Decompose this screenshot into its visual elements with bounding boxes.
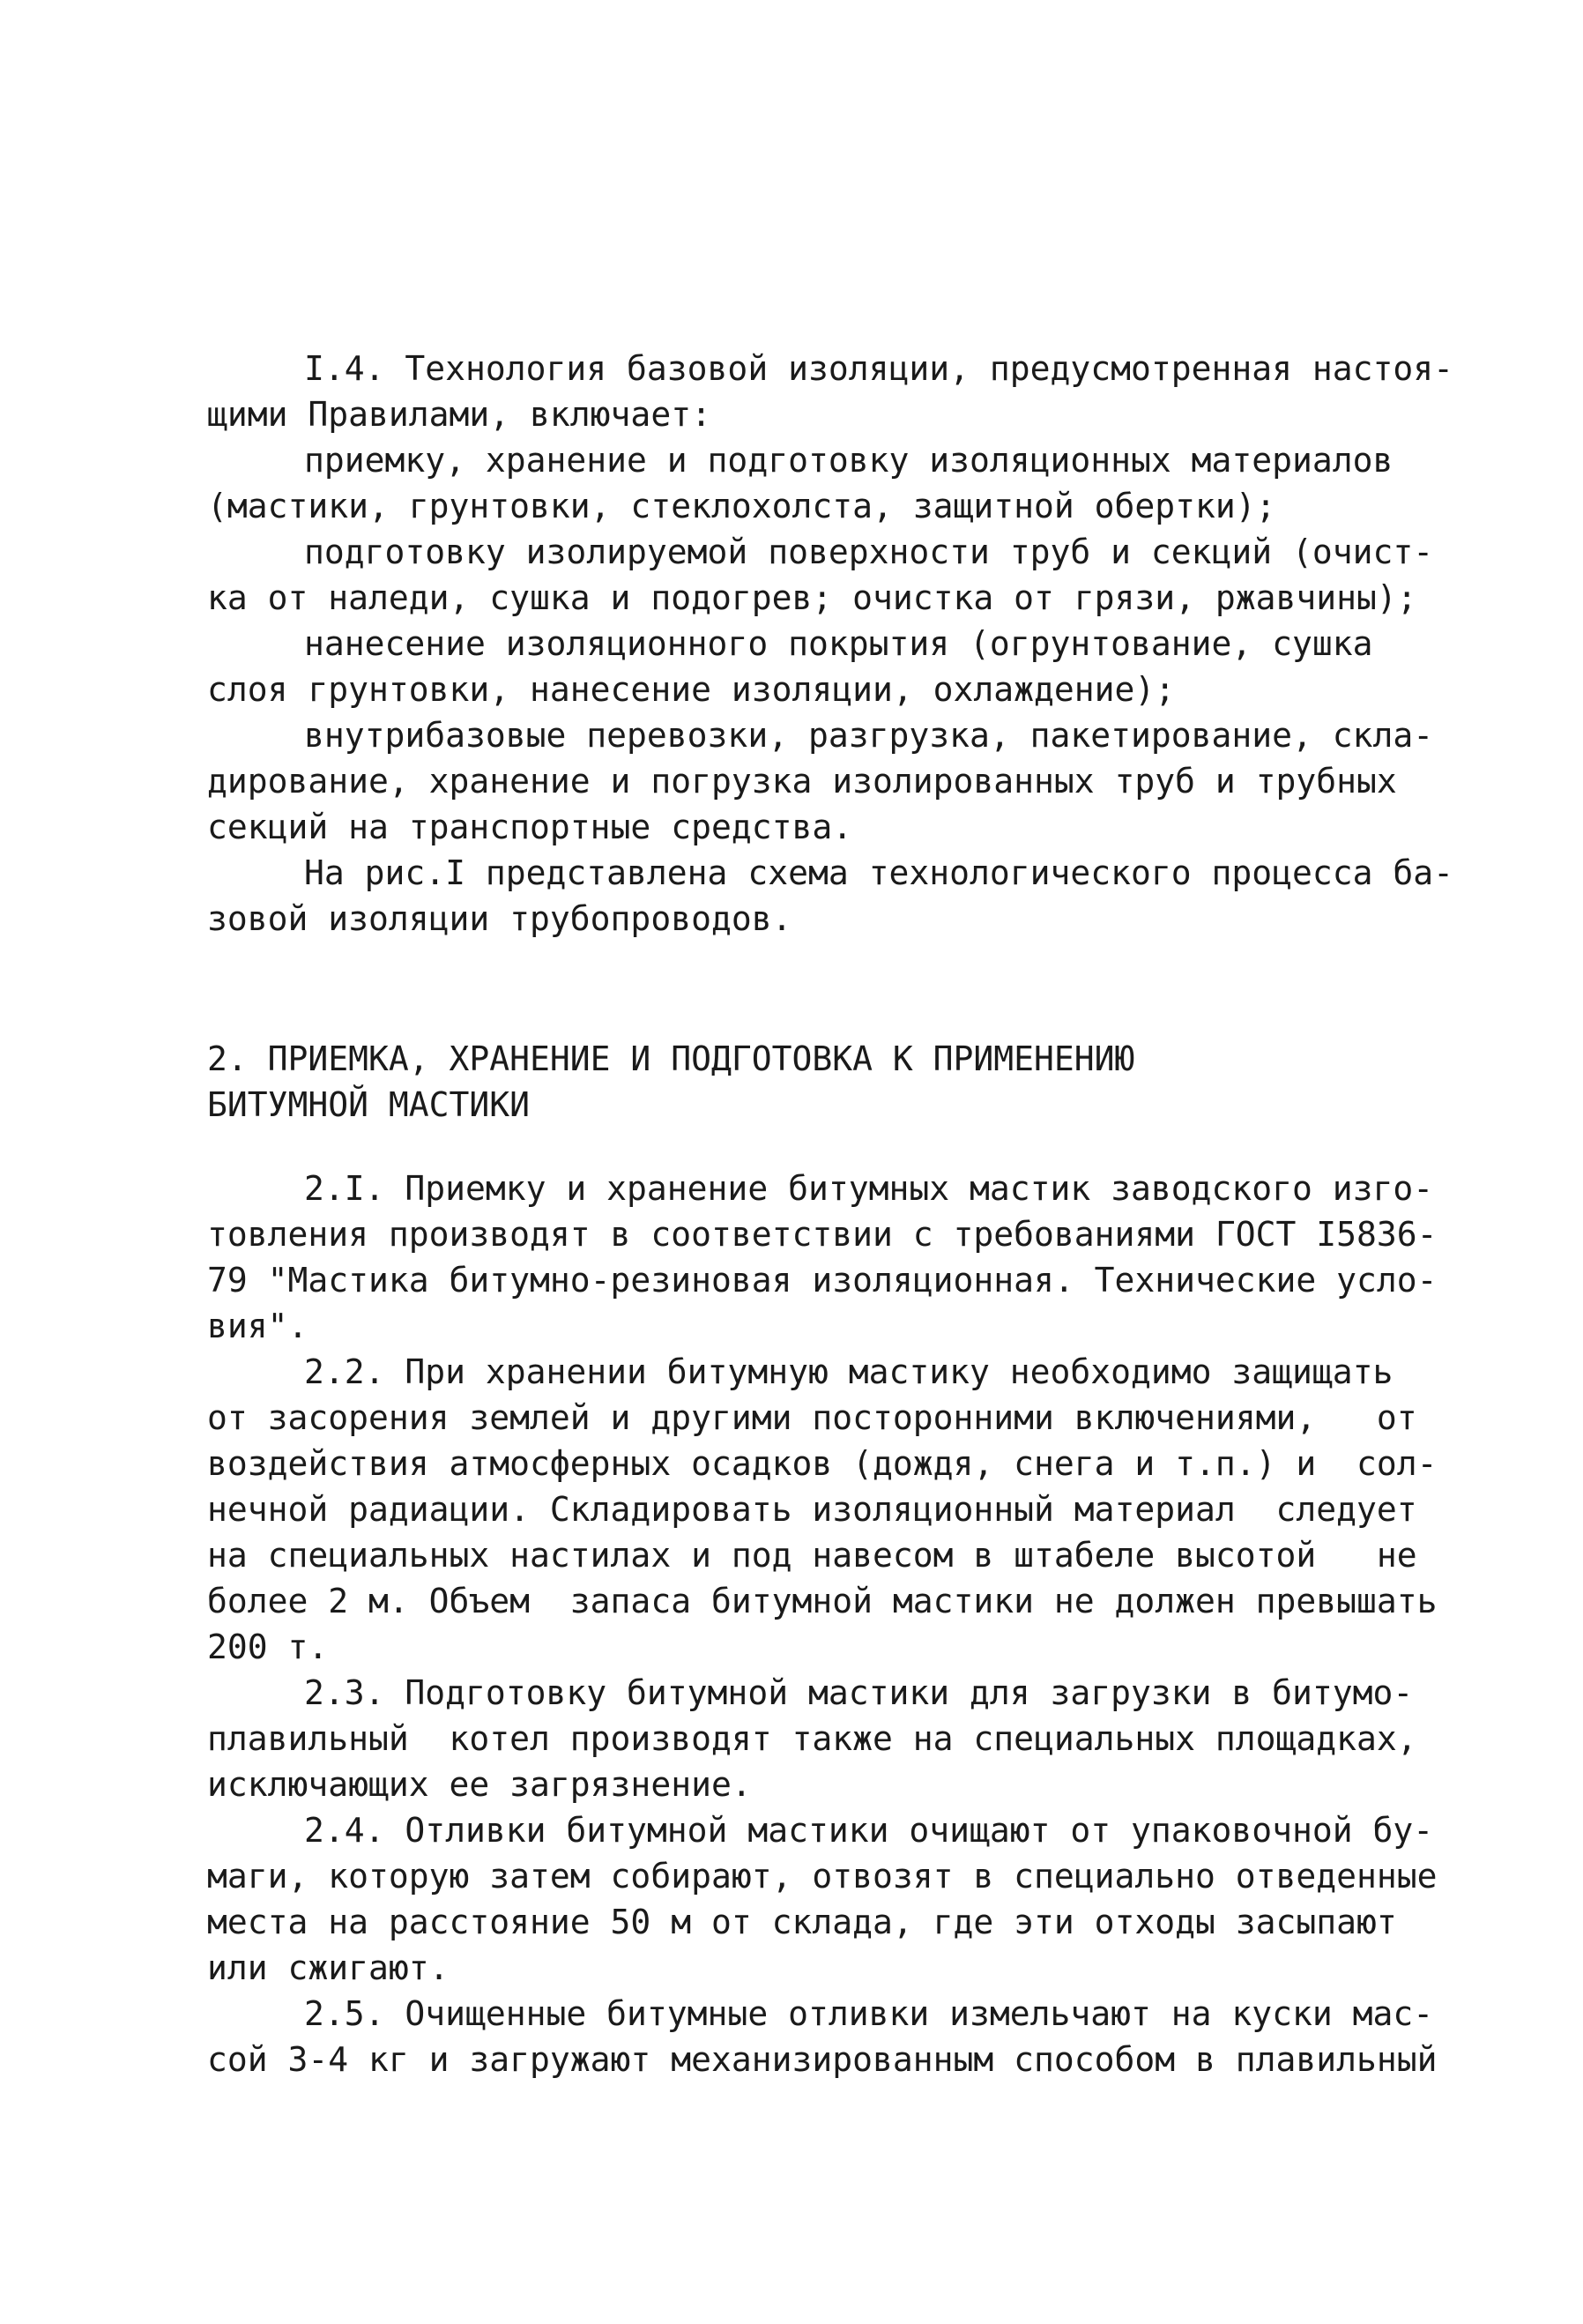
text-line: нечной радиации. Складировать изоляционный материал следует: [207, 1490, 1417, 1529]
text-line: нанесение изоляционного покрытия (огрунтование, сушка: [304, 624, 1373, 663]
text-line: секций на транспортные средства.: [207, 808, 853, 846]
text-line: плавильный котел производят также на специальных площадках,: [207, 1719, 1417, 1758]
text-line: 79 "Мастика битумно-резиновая изоляционная. Технические усло-: [207, 1261, 1438, 1300]
text-line: I.4. Технология базовой изоляции, предусмотренная настоя-: [304, 349, 1454, 388]
text-line: от засорения землей и другими посторонними включениями, от: [207, 1398, 1417, 1437]
text-line: сой 3-4 кг и загружают механизированным способом в плавильный: [207, 2040, 1438, 2079]
text-line: товления производят в соответствии с требованиями ГОСТ I5836-: [207, 1215, 1438, 1254]
text-line: исключающих ее загрязнение.: [207, 1765, 752, 1804]
text-line: дирование, хранение и погрузка изолированных труб и трубных: [207, 762, 1397, 801]
text-line: щими Правилами, включает:: [207, 395, 711, 434]
text-line: (мастики, грунтовки, стеклохолста, защитной обертки);: [207, 487, 1276, 525]
heading-line: 2. ПРИЕМКА, ХРАНЕНИЕ И ПОДГОТОВКА К ПРИМЕНЕНИЮ: [207, 1039, 1135, 1078]
text-line: 200 т.: [207, 1628, 329, 1666]
text-line: воздействия атмосферных осадков (дождя, снега и т.п.) и сол-: [207, 1444, 1438, 1483]
text-line: места на расстояние 50 м от склада, где эти отходы засыпают: [207, 1903, 1397, 1941]
heading-line: БИТУМНОЙ МАСТИКИ: [207, 1085, 531, 1124]
text-line: 2.5. Очищенные битумные отливки измельчают на куски мас-: [304, 1994, 1434, 2033]
text-line: ка от наледи, сушка и подогрев; очистка от грязи, ржавчины);: [207, 578, 1417, 617]
text-line: приемку, хранение и подготовку изоляционных материалов: [304, 441, 1393, 480]
text-line: На рис.I представлена схема технологического процесса ба-: [304, 853, 1454, 892]
text-line: 2.3. Подготовку битумной мастики для загрузки в битумо-: [304, 1673, 1414, 1712]
text-line: на специальных настилах и под навесом в штабеле высотой не: [207, 1536, 1417, 1575]
text-line: 2.I. Приемку и хранение битумных мастик заводского изго-: [304, 1169, 1434, 1208]
text-line: внутрибазовые перевозки, разгрузка, пакетирование, скла-: [304, 716, 1434, 755]
text-line: подготовку изолируемой поверхности труб и секций (очист-: [304, 533, 1434, 571]
text-line: 2.2. При хранении битумную мастику необходимо защищать: [304, 1352, 1393, 1391]
text-line: зовой изоляции трубопроводов.: [207, 899, 792, 938]
text-line: маги, которую затем собирают, отвозят в специально отведенные: [207, 1857, 1438, 1896]
section-1-4: [207, 346, 1454, 942]
text-line: или сжигают.: [207, 1948, 450, 1987]
text-line: 2.4. Отливки битумной мастики очищают от упаковочной бу-: [304, 1811, 1434, 1850]
section-2: [207, 1166, 1438, 2082]
text-line: более 2 м. Объем запаса битумной мастики не должен превышать: [207, 1582, 1438, 1620]
section-heading: [207, 1036, 1371, 1128]
text-line: вия".: [207, 1307, 308, 1345]
text-line: слоя грунтовки, нанесение изоляции, охлаждение);: [207, 670, 1176, 709]
